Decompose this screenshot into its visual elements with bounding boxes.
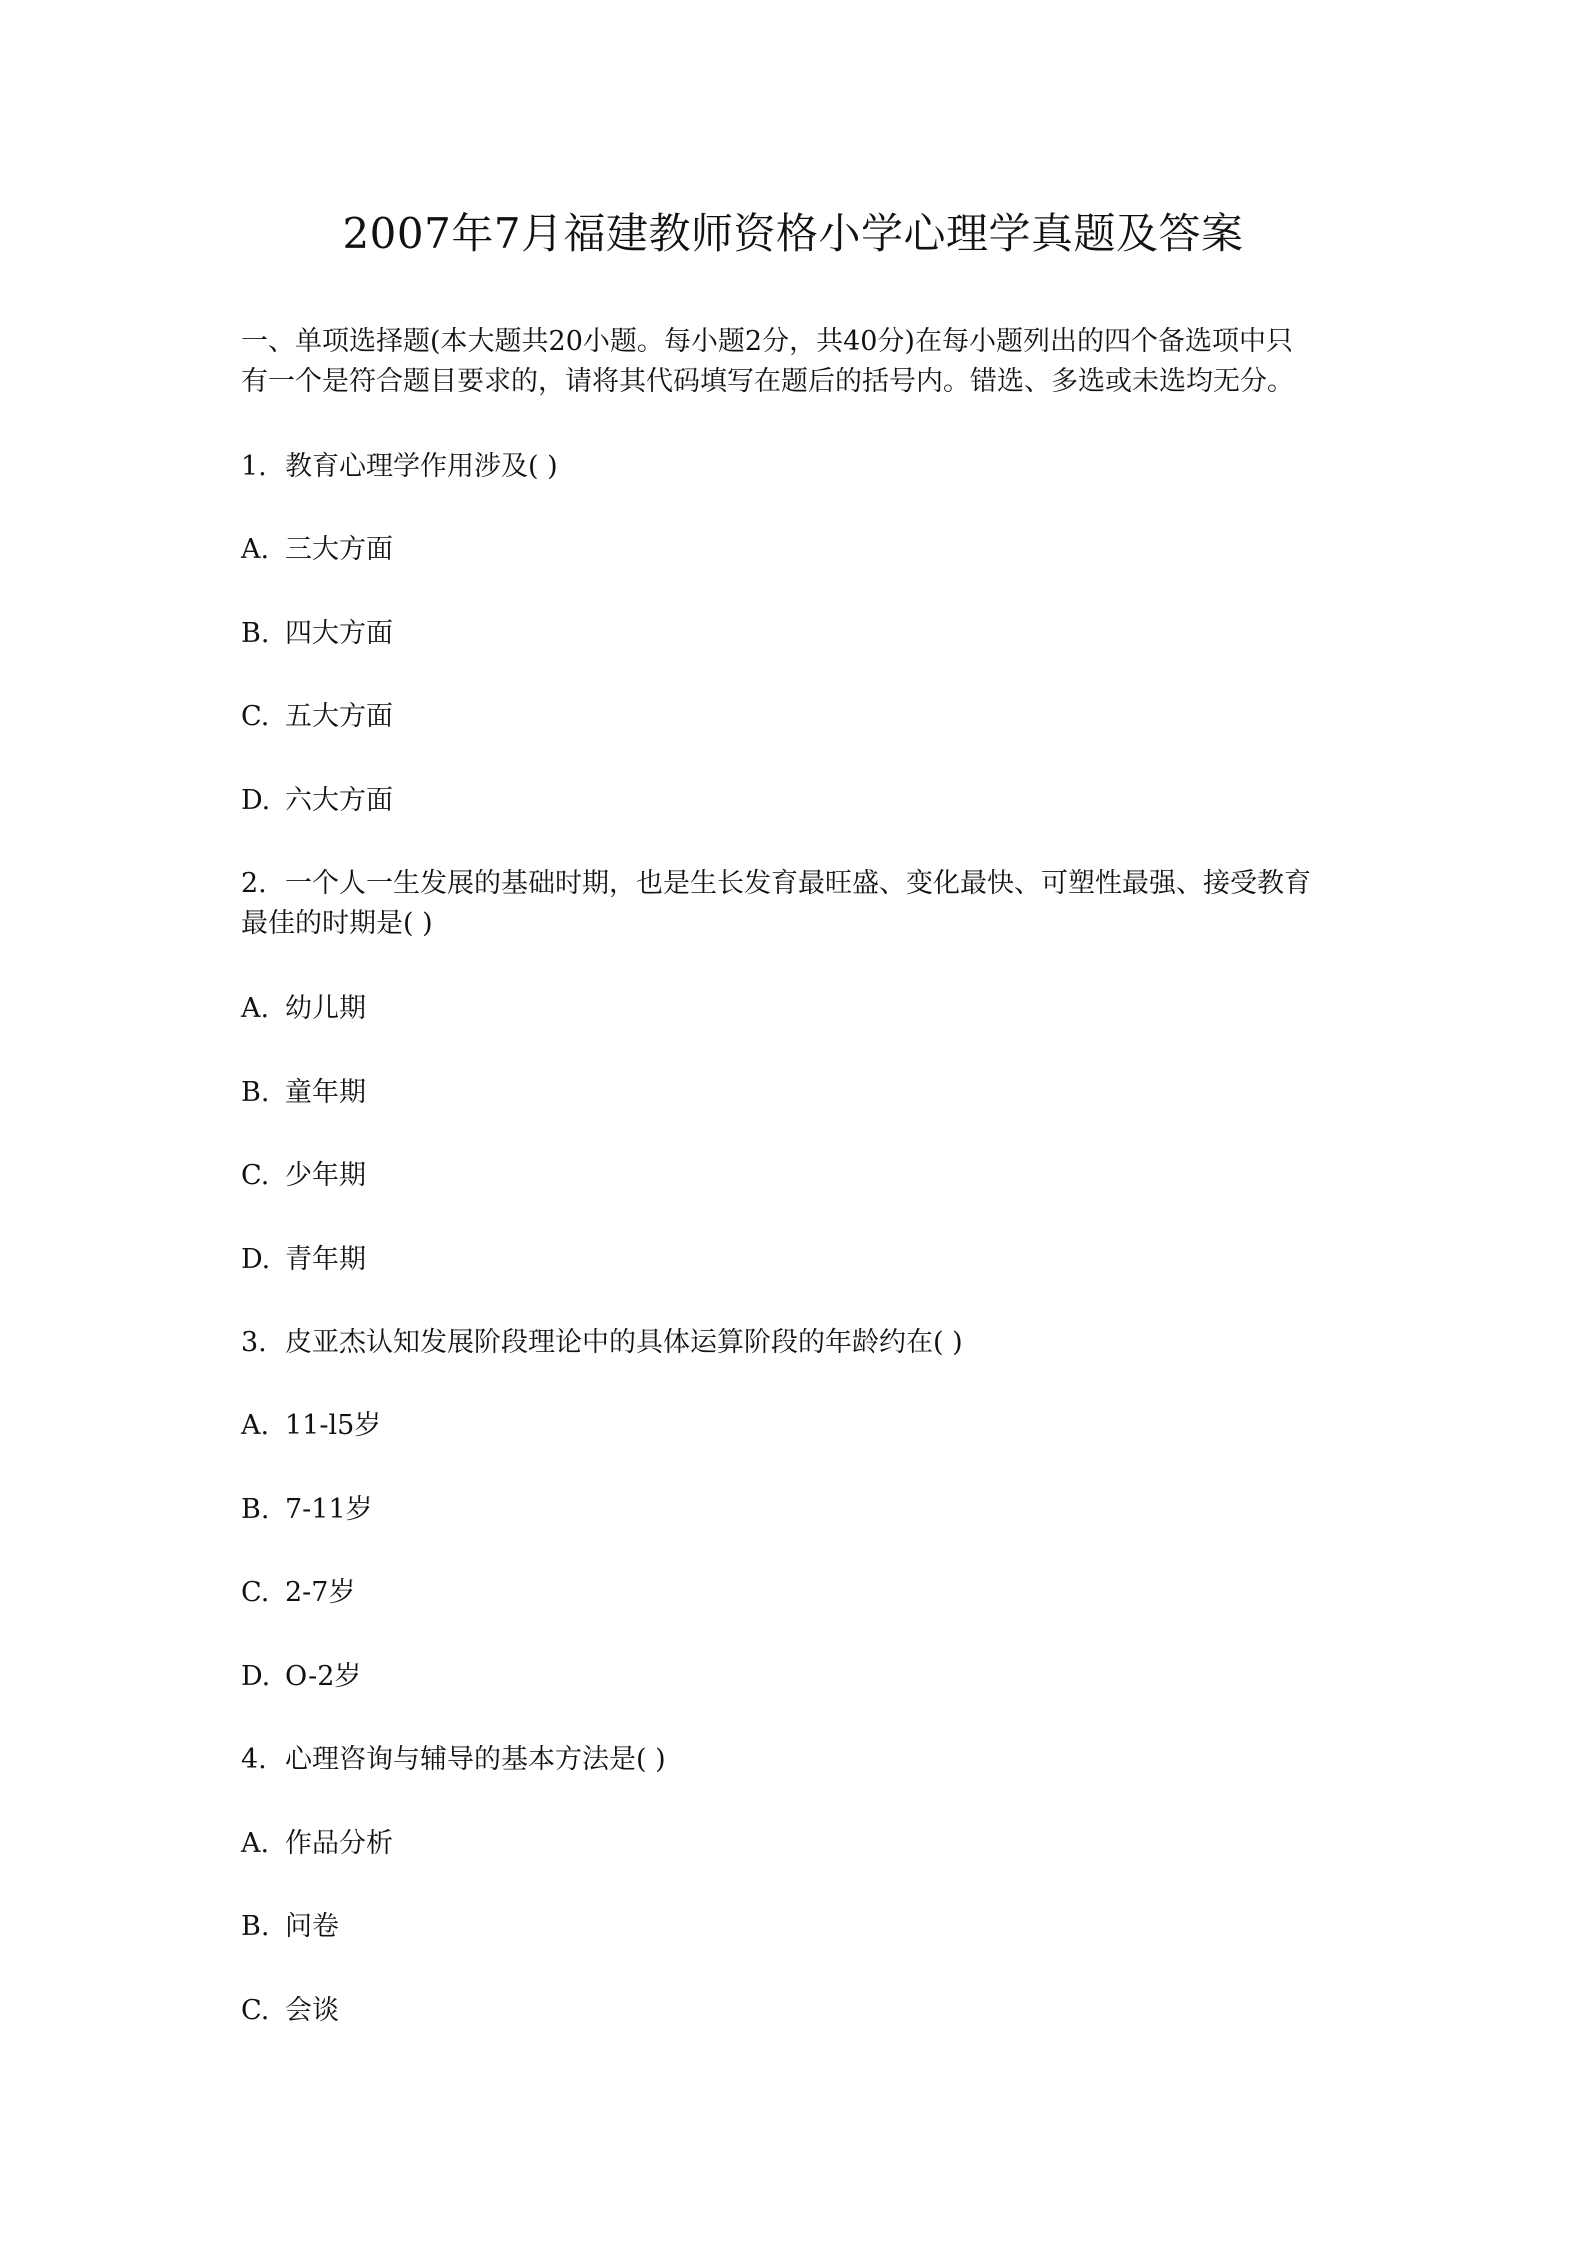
option-letter: C. — [241, 1995, 270, 2026]
question-1 — [241, 447, 1361, 487]
option-letter: D. — [241, 1661, 271, 1692]
question-4-option-a — [241, 1824, 1361, 1864]
question-stem: 皮亚杰认知发展阶段理论中的具体运算阶段的年龄约在( ) — [285, 1327, 963, 1358]
question-3-option-d — [241, 1657, 1361, 1697]
option-letter: D. — [241, 1244, 271, 1275]
question-3 — [241, 1323, 1361, 1363]
option-letter: A. — [241, 1410, 270, 1441]
option-text: 少年期 — [285, 1160, 366, 1191]
option-letter: C. — [241, 1577, 270, 1608]
option-text: 三大方面 — [285, 534, 393, 565]
question-2-option-a — [241, 989, 1361, 1029]
option-letter: D. — [241, 785, 271, 816]
question-4-option-b — [241, 1907, 1361, 1947]
option-letter: C. — [241, 701, 270, 732]
question-stem: 心理咨询与辅导的基本方法是( ) — [285, 1744, 666, 1775]
question-3-option-b — [241, 1490, 1361, 1530]
option-text: 7-11岁 — [285, 1494, 373, 1525]
instructions-line-2: 有一个是符合题目要求的，请将其代码填写在题后的括号内。错选、多选或未选均无分。 — [241, 366, 1294, 397]
option-letter: A. — [241, 1828, 270, 1859]
option-letter: A. — [241, 534, 270, 565]
question-4 — [241, 1740, 1361, 1780]
option-letter: B. — [241, 618, 270, 649]
question-1-option-b — [241, 614, 1361, 654]
question-2-option-b — [241, 1073, 1361, 1113]
page-title: 2007年7月福建教师资格小学心理学真题及答案 — [342, 209, 1244, 258]
question-number: 1. — [241, 451, 267, 482]
option-text: 会谈 — [285, 1995, 339, 2026]
question-4-option-c — [241, 1991, 1361, 2031]
option-letter: B. — [241, 1911, 270, 1942]
option-text: 11-l5岁 — [285, 1410, 382, 1441]
option-text: 童年期 — [285, 1077, 366, 1108]
option-text: 问卷 — [285, 1911, 339, 1942]
question-2 — [241, 864, 1361, 904]
option-letter: C. — [241, 1160, 270, 1191]
question-1-option-a — [241, 530, 1361, 570]
question-1-option-d — [241, 781, 1361, 821]
question-2-option-c — [241, 1156, 1361, 1196]
option-text: 作品分析 — [285, 1828, 393, 1859]
question-number: 3. — [241, 1327, 267, 1358]
option-text: O-2岁 — [285, 1661, 362, 1692]
question-1-option-c — [241, 697, 1361, 737]
question-2-option-d — [241, 1240, 1361, 1280]
question-3-option-c — [241, 1573, 1361, 1613]
option-text: 幼儿期 — [285, 993, 366, 1024]
question-number: 4. — [241, 1744, 267, 1775]
question-stem: 教育心理学作用涉及( ) — [285, 451, 558, 482]
option-letter: A. — [241, 993, 270, 1024]
option-text: 青年期 — [285, 1244, 366, 1275]
option-text: 四大方面 — [285, 618, 393, 649]
option-text: 2-7岁 — [285, 1577, 356, 1608]
question-number: 2. — [241, 868, 267, 899]
option-letter: B. — [241, 1077, 270, 1108]
question-stem-line-1: 一个人一生发展的基础时期，也是生长发育最旺盛、变化最快、可塑性最强、接受教育 — [285, 868, 1311, 899]
option-text: 六大方面 — [285, 785, 393, 816]
question-3-option-a — [241, 1406, 1361, 1446]
option-letter: B. — [241, 1494, 270, 1525]
question-2-stem-line-2: 最佳的时期是( ) — [241, 908, 433, 939]
instructions-line-1: 一、单项选择题(本大题共20小题。每小题2分，共40分)在每小题列出的四个备选项中只 — [241, 326, 1293, 357]
option-text: 五大方面 — [285, 701, 393, 732]
